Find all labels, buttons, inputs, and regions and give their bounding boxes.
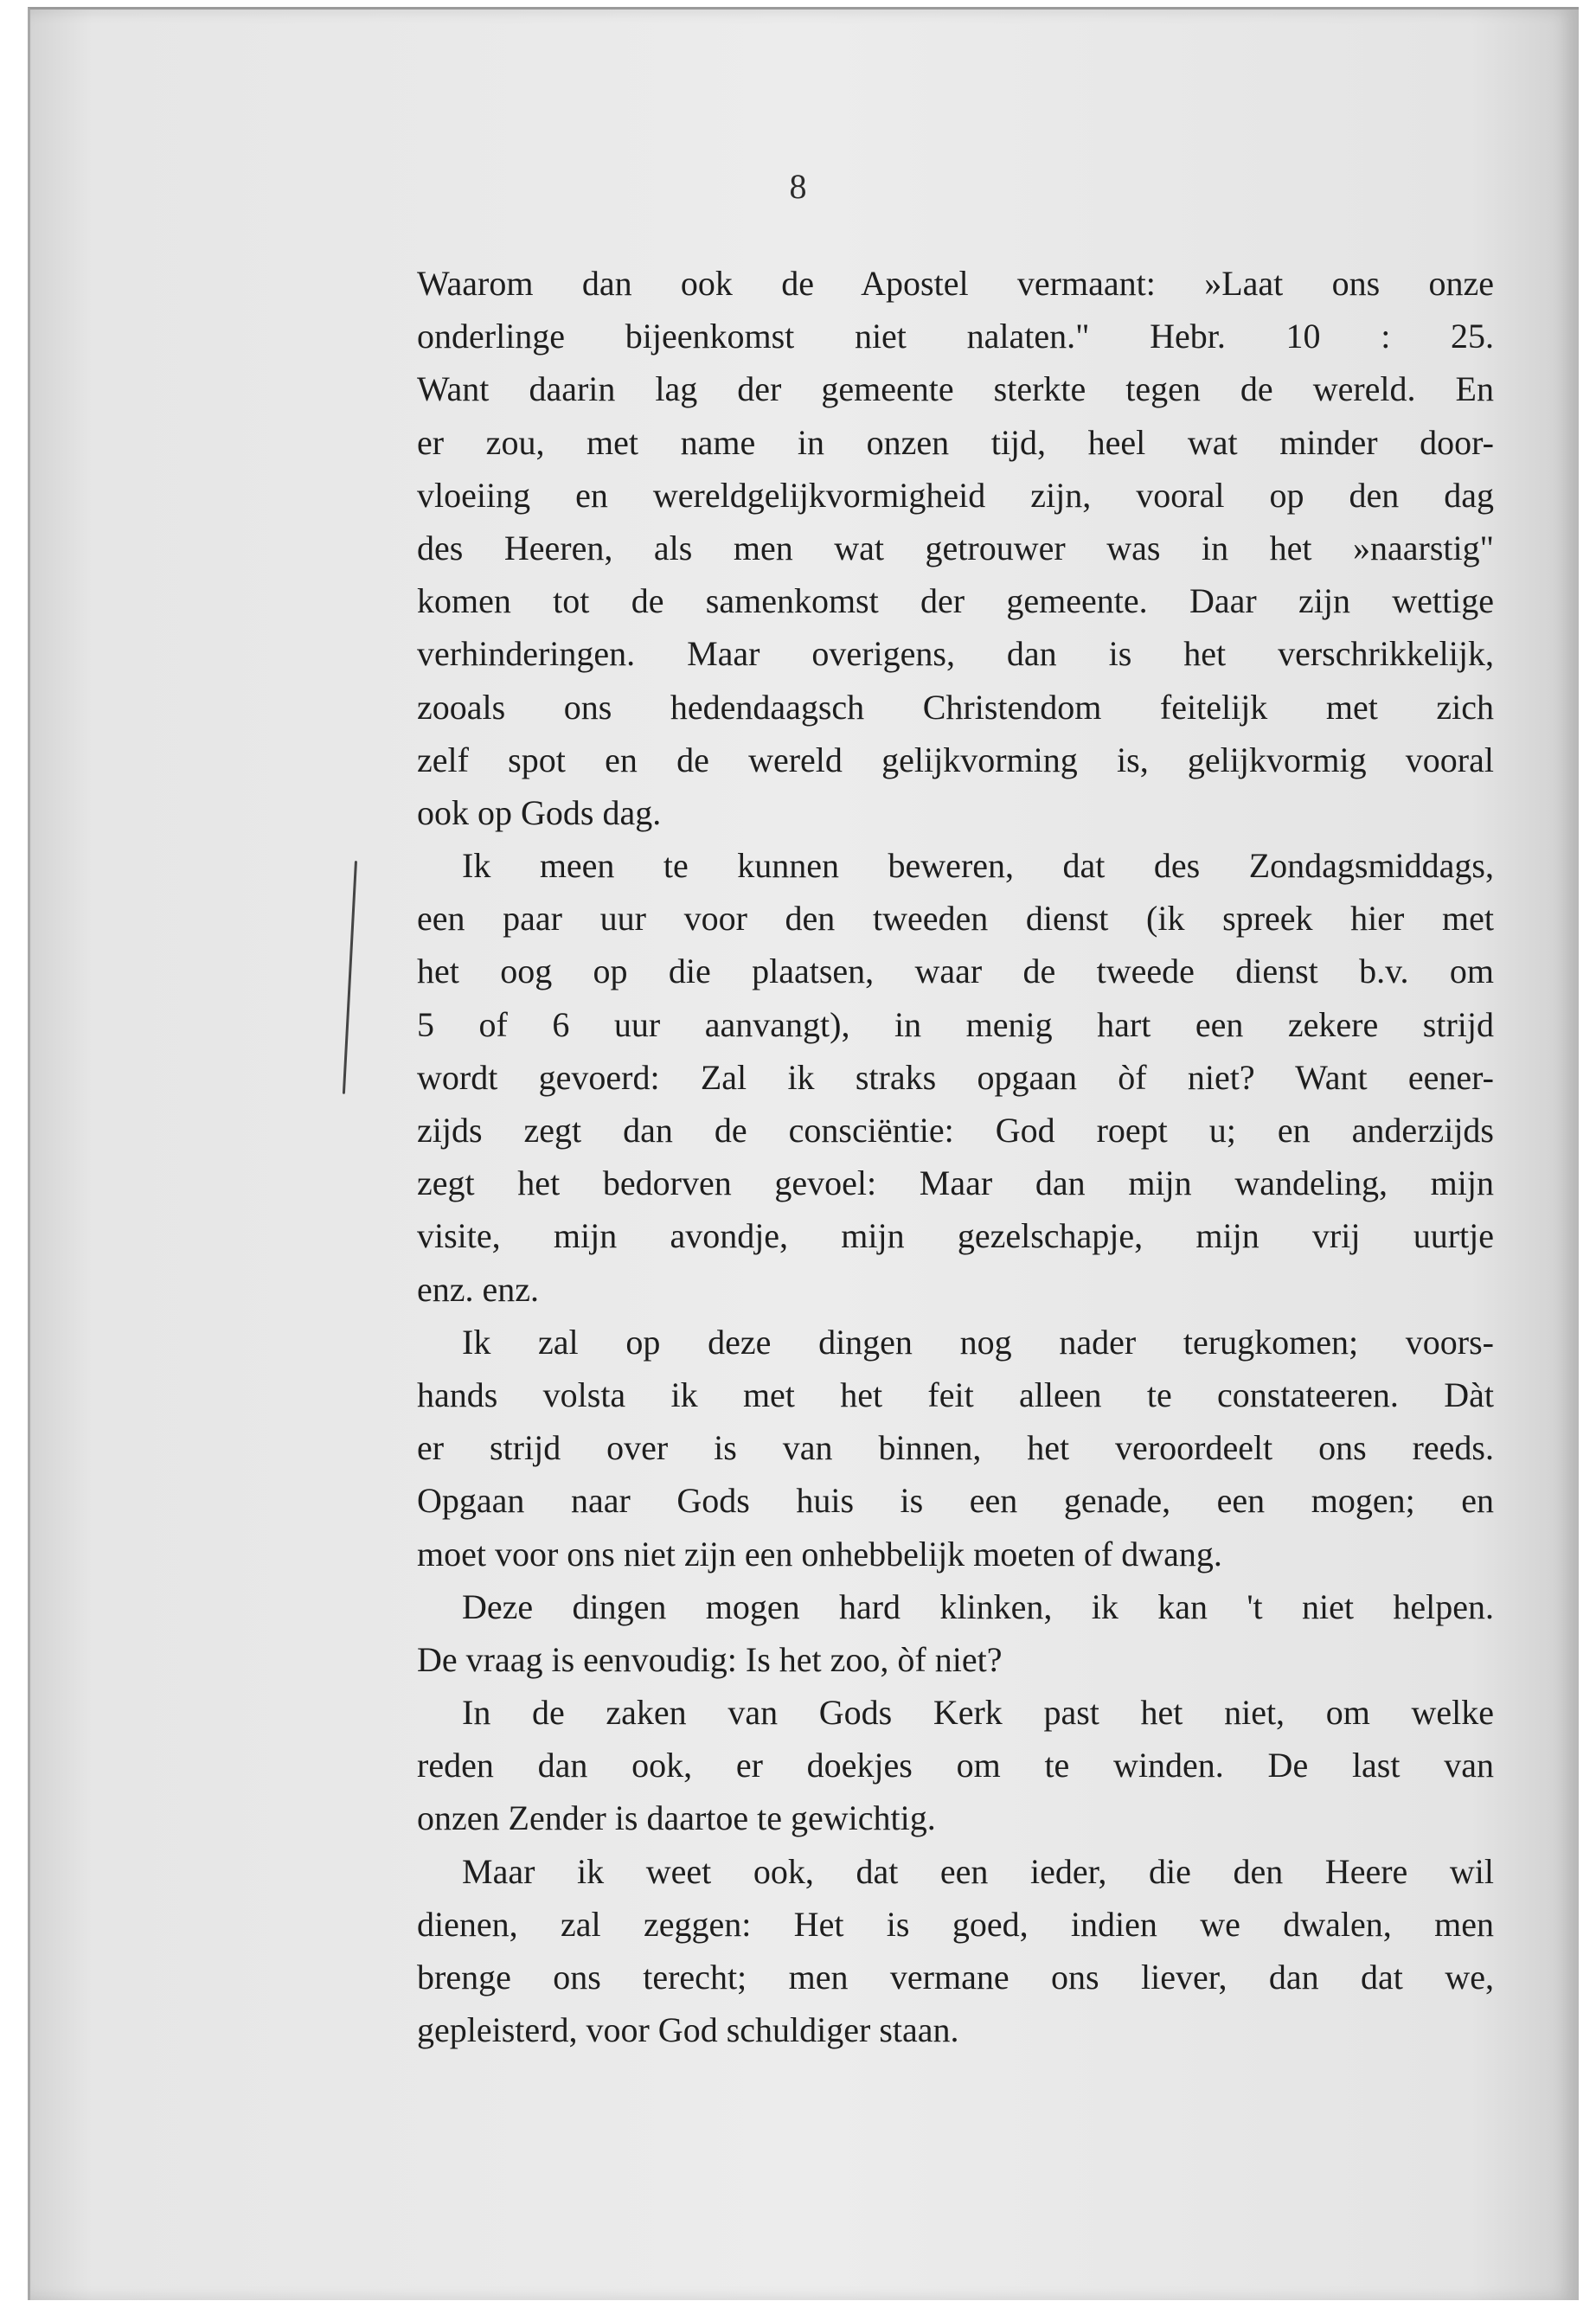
text-line: vloeiing en wereldgelijkvormigheid zijn, vooral op den dag [417,475,1494,515]
text-line: hands volsta ik met het feit alleen te constateeren. Dàt [417,1375,1494,1414]
text-line: verhinderingen. Maar overigens, dan is het verschrikkelijk, [417,634,1494,674]
text-line: het oog op die plaatsen, waar de tweede dienst b.v. om [417,952,1494,991]
text-line: zijds zegt dan de consciëntie: God roept u; en anderzijds [417,1111,1494,1150]
text-line: Waarom dan ook de Apostel vermaant: »Laat ons onze [417,264,1494,303]
text-line: Want daarin lag der gemeente sterkte tegen de wereld. En [417,369,1494,409]
text-line: visite, mijn avondje, mijn gezelschapje, mijn vrij uurtje [417,1216,1494,1256]
text-line: er strijd over is van binnen, het veroordeelt ons reeds. [417,1428,1494,1468]
text-line: zegt het bedorven gevoel: Maar dan mijn wandeling, mijn [417,1163,1494,1203]
text-line: ook op Gods dag. [417,792,662,832]
text-line: komen tot de samenkomst der gemeente. Daar zijn wettige [417,581,1494,621]
text-line: enz. enz. [417,1269,540,1309]
text-line: Ik zal op deze dingen nog nader terugkomen; voors- [462,1322,1494,1362]
text-line: 5 of 6 uur aanvangt), in menig hart een zekere strijd [417,1004,1494,1044]
page-number: 8 [789,167,807,206]
text-line: Deze dingen mogen hard klinken, ik kan 't niet helpen. [462,1586,1494,1626]
text-line: onderlinge bijeenkomst niet nalaten." Hebr. 10 : 25. [417,317,1494,356]
text-line: reden dan ook, er doekjes om te winden. De last van [417,1746,1494,1785]
text-line: wordt gevoerd: Zal ik straks opgaan òf niet? Want eener- [417,1057,1494,1097]
text-line: er zou, met name in onzen tijd, heel wat minder door- [417,422,1494,462]
text-line: moet voor ons niet zijn een onhebbelijk moeten of dwang. [417,1534,1222,1574]
text-line: dienen, zal zeggen: Het is goed, indien we dwalen, men [417,1904,1494,1944]
text-line: zelf spot en de wereld gelijkvorming is, gelijkvormig vooral [417,740,1494,779]
body-text [417,257,1494,2056]
text-line: zooals ons hedendaagsch Christendom feitelijk met zich [417,687,1494,727]
text-line: brenge ons terecht; men vermane ons liever, dan dat we, [417,1958,1494,1997]
text-line: een paar uur voor den tweeden dienst (ik spreek hier met [417,899,1494,939]
text-line: Maar ik weet ook, dat een ieder, die den Heere wil [462,1851,1494,1891]
text-line: des Heeren, als men wat getrouwer was in het »naarstig" [417,528,1494,567]
text-line: gepleisterd, voor God schuldiger staan. [417,2010,959,2050]
text-line: Ik meen te kunnen beweren, dat des Zondagsmiddags, [462,846,1494,886]
text-line: Opgaan naar Gods huis is een genade, een mogen; en [417,1481,1494,1521]
text-line: De vraag is eenvoudig: Is het zoo, òf niet? [417,1639,1003,1679]
text-line: onzen Zender is daartoe te gewichtig. [417,1798,936,1838]
text-line: In de zaken van Gods Kerk past het niet, om welke [462,1693,1494,1733]
